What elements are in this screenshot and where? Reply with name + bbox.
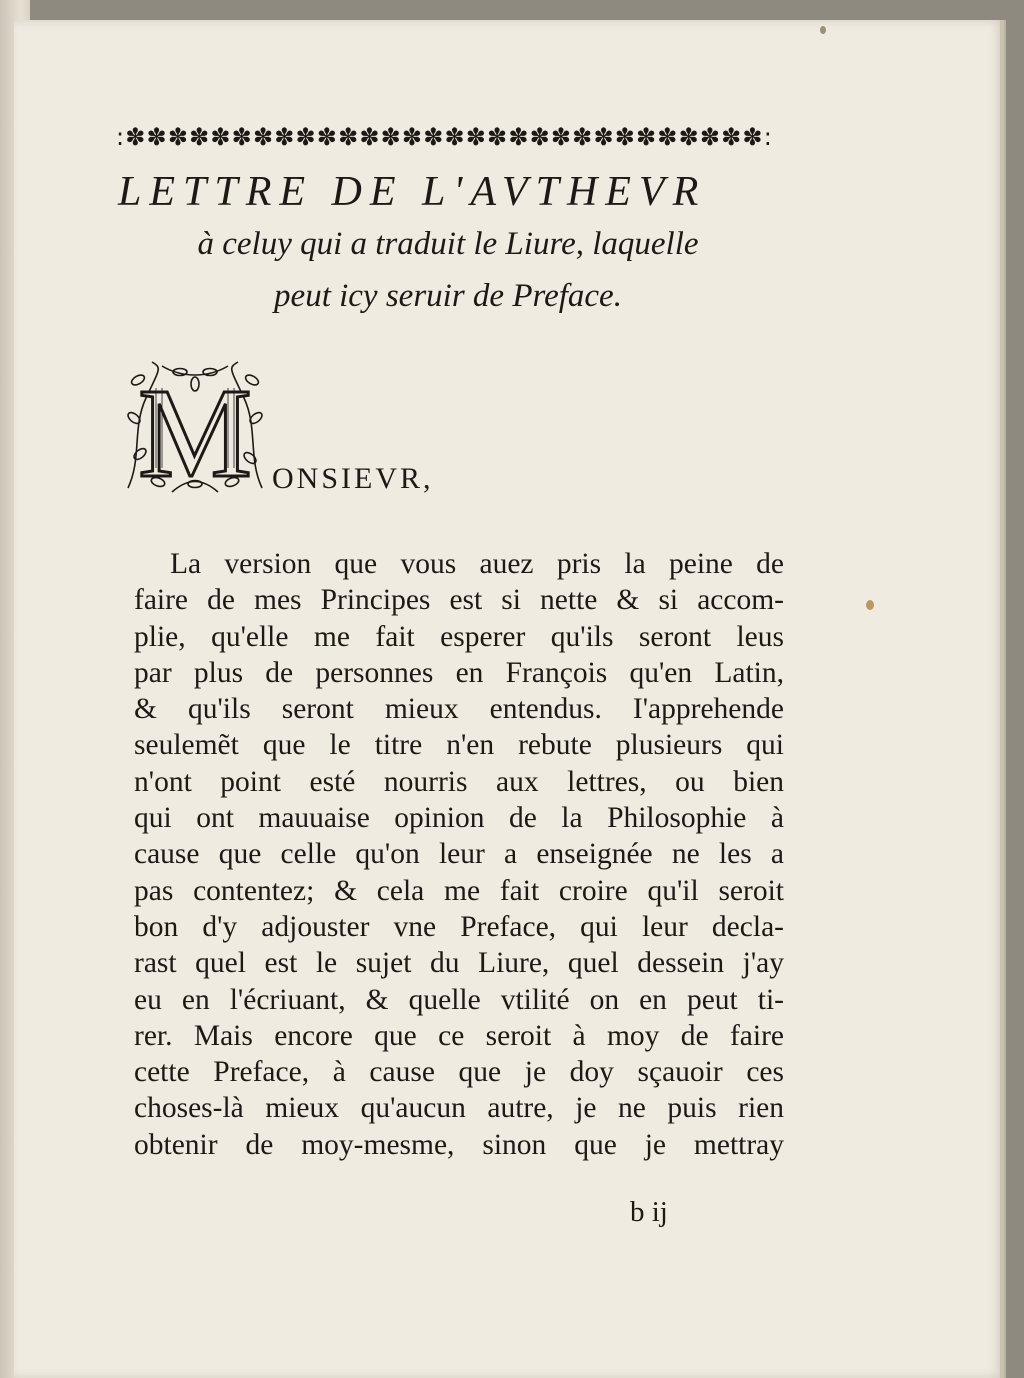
fleuron-icon: ✽ <box>146 123 167 151</box>
fleuron-icon: ✽ <box>274 123 295 151</box>
letter-body <box>134 546 784 1163</box>
fleuron-icon: ✽ <box>699 123 720 151</box>
fleuron-icon: ✽ <box>231 123 252 151</box>
fleuron-icon: ✽ <box>210 123 231 151</box>
text-line: obtenir de moy-mesme, sinon que je mettray <box>134 1128 784 1161</box>
signature-mark: b ij <box>630 1196 668 1228</box>
title-line-3: peut icy seruir de Preface. <box>274 278 622 314</box>
paper-stain <box>820 26 826 34</box>
fleuron-icon: ✽ <box>614 123 635 151</box>
fleuron-icon: ✽ <box>529 123 550 151</box>
title-line-2: à celuy qui a traduit le Liure, laquelle <box>197 226 699 262</box>
text-line: faire de mes Principes est si nette & si accom- <box>134 584 784 617</box>
fleuron-icon: ✽ <box>189 123 210 151</box>
text-line: pas contentez; & cela me fait croire qu'il seroit <box>134 874 784 907</box>
fleuron-icon: ✽ <box>572 123 593 151</box>
paper-stain <box>866 600 874 610</box>
text-line: rast quel est le sujet du Liure, quel dessein j'ay <box>134 947 784 980</box>
fleuron-icon: ✽ <box>678 123 699 151</box>
fleuron-icon: ✽ <box>444 123 465 151</box>
fleuron-icon: ✽ <box>401 123 423 151</box>
ornamental-border <box>116 120 772 154</box>
fleuron-icon: ✽ <box>125 123 146 151</box>
fleuron-icon: ✽ <box>593 123 614 151</box>
text-line: eu en l'écriuant, & quelle vtilité on en peut ti- <box>134 983 784 1016</box>
text-line: n'ont point esté nourris aux lettres, ou bien <box>134 765 784 798</box>
text-line: choses-là mieux qu'aucun autre, je ne puis rien <box>134 1092 784 1125</box>
fleuron-icon: ✽ <box>487 123 508 151</box>
fleuron-icon: ✽ <box>508 123 529 151</box>
fleuron-icon: ✽ <box>295 123 316 151</box>
fleuron-icon: ✽ <box>380 123 401 151</box>
text-line: bon d'y adjouster vne Preface, qui leur decla- <box>134 910 784 943</box>
fleuron-icon: ✽ <box>167 123 188 151</box>
text-line: cause que celle qu'on leur a enseignée ne les a <box>134 838 784 871</box>
text-line: rer. Mais encore que ce seroit à moy de faire <box>134 1019 784 1052</box>
text-line: plie, qu'elle me fait esperer qu'ils seront leus <box>134 620 784 653</box>
fleuron-icon: ✽ <box>252 123 274 151</box>
fleuron-icon: ✽ <box>465 123 486 151</box>
ornament-colon: : <box>763 123 772 151</box>
text-line: La version que vous auez pris la peine de <box>170 548 784 580</box>
fleuron-icon: ✽ <box>316 123 337 151</box>
decorated-initial-m <box>122 358 268 498</box>
fleuron-icon: ✽ <box>657 123 678 151</box>
text-line: par plus de personnes en François qu'en Latin, <box>134 656 784 689</box>
fleuron-icon: ✽ <box>359 123 380 151</box>
text-line: qui ont mauuaise opinion de la Philosophie à <box>134 802 784 835</box>
ornament-colon: : <box>116 123 125 151</box>
fleuron-icon: ✽ <box>423 123 444 151</box>
text-line: & qu'ils seront mieux entendus. I'apprehende <box>134 693 784 726</box>
text-line: cette Preface, à cause que je doy sçauoir ces <box>134 1056 784 1089</box>
fleuron-icon: ✽ <box>550 123 571 151</box>
title-line-1: LETTRE DE L'AVTHEVR <box>118 169 707 215</box>
salutation: ONSIEVR, <box>272 462 434 495</box>
text-line: seulemẽt que le titre n'en rebute plusieurs qui <box>134 729 784 762</box>
letter-title <box>118 166 778 322</box>
fleuron-icon: ✽ <box>338 123 359 151</box>
svg-text:M: M <box>138 362 252 498</box>
fleuron-icon: ✽ <box>742 123 763 151</box>
fleuron-icon: ✽ <box>721 123 742 151</box>
fleuron-icon: ✽ <box>636 123 657 151</box>
